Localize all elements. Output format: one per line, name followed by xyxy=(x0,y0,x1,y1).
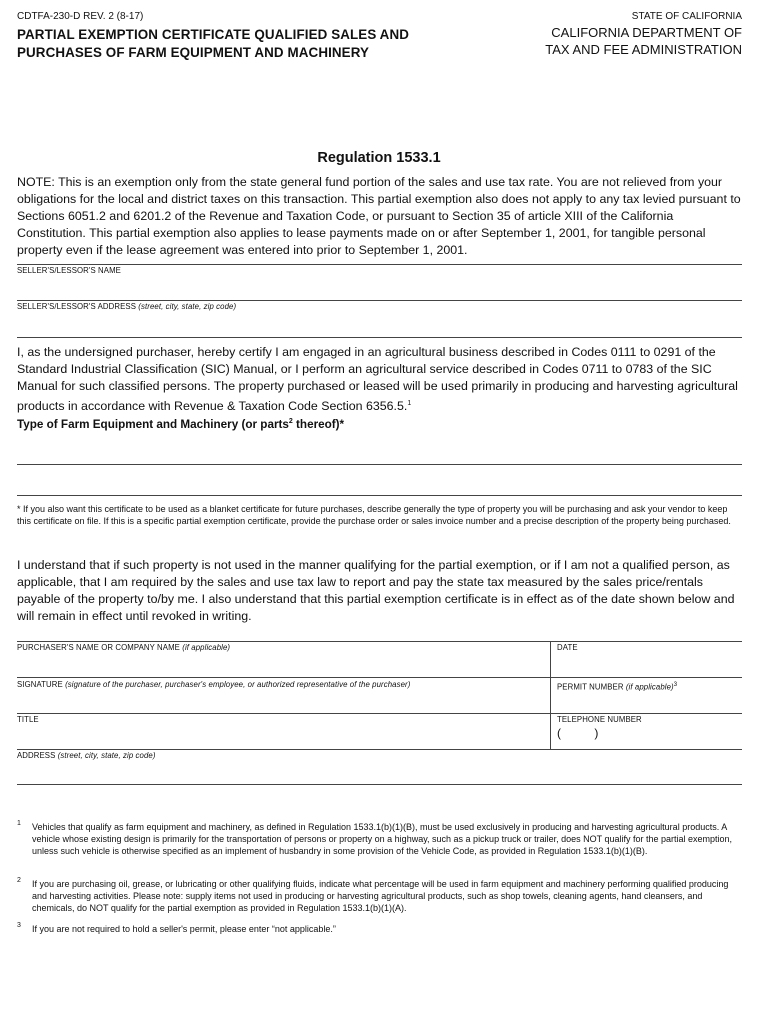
date-label: DATE xyxy=(557,643,578,652)
form-title-line2: PURCHASES OF FARM EQUIPMENT AND MACHINERY xyxy=(17,45,370,60)
blanket-certificate-note: * If you also want this certificate to be used as a blanket certificate for future purchases, describe generally the type of property you will be purchasing and ask your vendor to keep this certificate on file. If this is a specific partial exemption certificate, provide the purchase order or sales invoice number and a precise description of the property being purchased. xyxy=(17,504,731,526)
footnote-3 xyxy=(17,923,733,935)
agency-line2: TAX AND FEE ADMINISTRATION xyxy=(545,42,742,57)
seller-address-line xyxy=(17,300,742,301)
permit-footnote-ref: 3 xyxy=(673,682,678,688)
seller-address-field[interactable] xyxy=(17,312,742,336)
address-label-text: ADDRESS xyxy=(17,751,56,760)
signature-label xyxy=(17,680,410,690)
permit-number-field[interactable] xyxy=(557,690,742,712)
agency-line1: CALIFORNIA DEPARTMENT OF xyxy=(551,25,742,40)
date-field[interactable] xyxy=(557,654,742,676)
permit-number-hint: (if applicable) xyxy=(625,682,674,692)
form-title xyxy=(17,26,477,62)
footnote-1-text: Vehicles that qualify as farm equipment and machinery, as defined in Regulation 1533.1(b)(1)(B), must be used exclusively in producing and harvesting agricultural products. A vehicle whose existing design is primarily for the transportation of persons or property on a highway, such as a pickup truck or trailer, does NOT qualify for the partial exemption, unless such vehicle is otherwise specified as an implement of husbandry in some provision of the Vehicle Code, as provided in Regulation 1533.1(b)(1)(B). xyxy=(32,822,733,856)
seller-name-label: SELLER'S/LESSOR'S NAME xyxy=(17,266,121,275)
address-field[interactable] xyxy=(17,762,742,784)
certification-text: I, as the undersigned purchaser, hereby certify I am engaged in an agricultural business described in Codes 0111 to 0291 of the Standard Industrial Classification (SIC) Manual, or I perform an agricultural service described in Codes 0711 to 0783 of the SIC Manual for such classified persons. The property purchased or leased will be used primarily in producing and harvesting agricultural products in accordance with Revenue & Taxation Code Section 6356.5. xyxy=(17,345,738,414)
understanding-paragraph: I understand that if such property is not used in the manner qualifying for the partial exemption, or if I am not a qualified person, as applicable, that I am required by the sales and use tax law to report and pay the state tax measured by the sales price/rentals payable of the property to/by me. I also understand that this partial exemption certificate is in effect as of the date shown below and will remain in effect until revoked in writing. xyxy=(17,558,735,623)
purchaser-name-label xyxy=(17,643,230,653)
equipment-type-line-1 xyxy=(17,464,742,465)
telephone-label: TELEPHONE NUMBER xyxy=(557,715,642,724)
equipment-type-field-2[interactable] xyxy=(17,470,742,494)
footnote-2-text: If you are purchasing oil, grease, or lubricating or other qualifying fluids, indicate what percentage will be used in farm equipment and machinery performing qualified producing and harvesting activities. Please note: supply items not used in producing or harvesting agricultural products, such as shop towels, cleaning agents, hand cleansers, and chemicals, do NOT qualify for the partial exemption as provided in Regulation 1533.1(b)(1)(A). xyxy=(32,879,729,913)
seller-name-field[interactable] xyxy=(17,276,742,300)
certification-paragraph xyxy=(17,344,743,415)
equipment-type-field-1[interactable] xyxy=(17,440,742,464)
signature-row-line xyxy=(17,677,742,678)
seller-name-line xyxy=(17,264,742,265)
regulation-heading: Regulation 1533.1 xyxy=(317,150,441,166)
seller-address-label xyxy=(17,302,236,312)
equipment-type-heading-b: thereof)* xyxy=(292,418,345,431)
purchaser-name-label-text: PURCHASER'S NAME OR COMPANY NAME xyxy=(17,643,180,652)
signature-hint: (signature of the purchaser, purchaser's employee, or authorized representative of the purchaser) xyxy=(65,680,411,689)
state-label: STATE OF CALIFORNIA xyxy=(631,11,742,22)
purchaser-grid-divider xyxy=(550,641,551,749)
footnote-3-text: If you are not required to hold a seller's permit, please enter “not applicable.” xyxy=(32,924,336,934)
purchaser-grid-bottom-line xyxy=(17,784,742,785)
equipment-type-footnote-ref: 2 xyxy=(288,418,293,426)
equipment-type-line-2 xyxy=(17,495,742,496)
seller-section-end-line xyxy=(17,337,742,338)
equipment-type-heading-a: Type of Farm Equipment and Machinery (or parts xyxy=(17,418,289,431)
seller-address-hint: (street, city, state, zip code) xyxy=(138,302,237,311)
footnote-2 xyxy=(17,878,733,914)
address-row-line xyxy=(17,749,742,750)
form-title-line1: PARTIAL EXEMPTION CERTIFICATE QUALIFIED SALES AND xyxy=(17,27,409,42)
footnote-3-number: 3 xyxy=(17,922,21,929)
signature-field[interactable] xyxy=(17,690,547,712)
purchaser-grid-top-line xyxy=(17,641,742,642)
purchaser-name-hint: (if applicable) xyxy=(182,643,231,652)
footnote-1 xyxy=(17,821,733,857)
agency-name xyxy=(502,24,742,58)
form-number: CDTFA-230-D REV. 2 (8-17) xyxy=(17,11,144,22)
permit-number-label-text: PERMIT NUMBER xyxy=(557,682,624,692)
address-label xyxy=(17,751,156,761)
title-label: TITLE xyxy=(17,715,39,724)
equipment-type-heading xyxy=(17,418,344,431)
title-row-line xyxy=(17,713,742,714)
certification-footnote-ref: 1 xyxy=(407,400,412,407)
address-hint: (street, city, state, zip code) xyxy=(57,751,156,760)
purchaser-name-field[interactable] xyxy=(17,654,547,676)
seller-address-label-text: SELLER'S/LESSOR'S ADDRESS xyxy=(17,302,137,311)
note-paragraph: NOTE: This is an exemption only from the state general fund portion of the sales and use tax rate. You are not relieved from your obligations for the local and district taxes on this transaction. This partial exemption also does not apply to any tax levied pursuant to Sections 6051.2 and 6201.2 of the Revenue and Taxation Code, or pursuant to Section 35 of article XIII of the California Constitution. This partial exemption also applies to lease payments made on or after September 1, 2001, for tangible personal property even if the lease agreement was entered into prior to September 1, 2001. xyxy=(17,175,741,257)
signature-label-text: SIGNATURE xyxy=(17,680,63,689)
footnote-1-number: 1 xyxy=(17,820,21,827)
title-field[interactable] xyxy=(17,726,547,748)
telephone-field[interactable]: ( ) xyxy=(557,726,599,740)
footnote-2-number: 2 xyxy=(17,877,21,884)
